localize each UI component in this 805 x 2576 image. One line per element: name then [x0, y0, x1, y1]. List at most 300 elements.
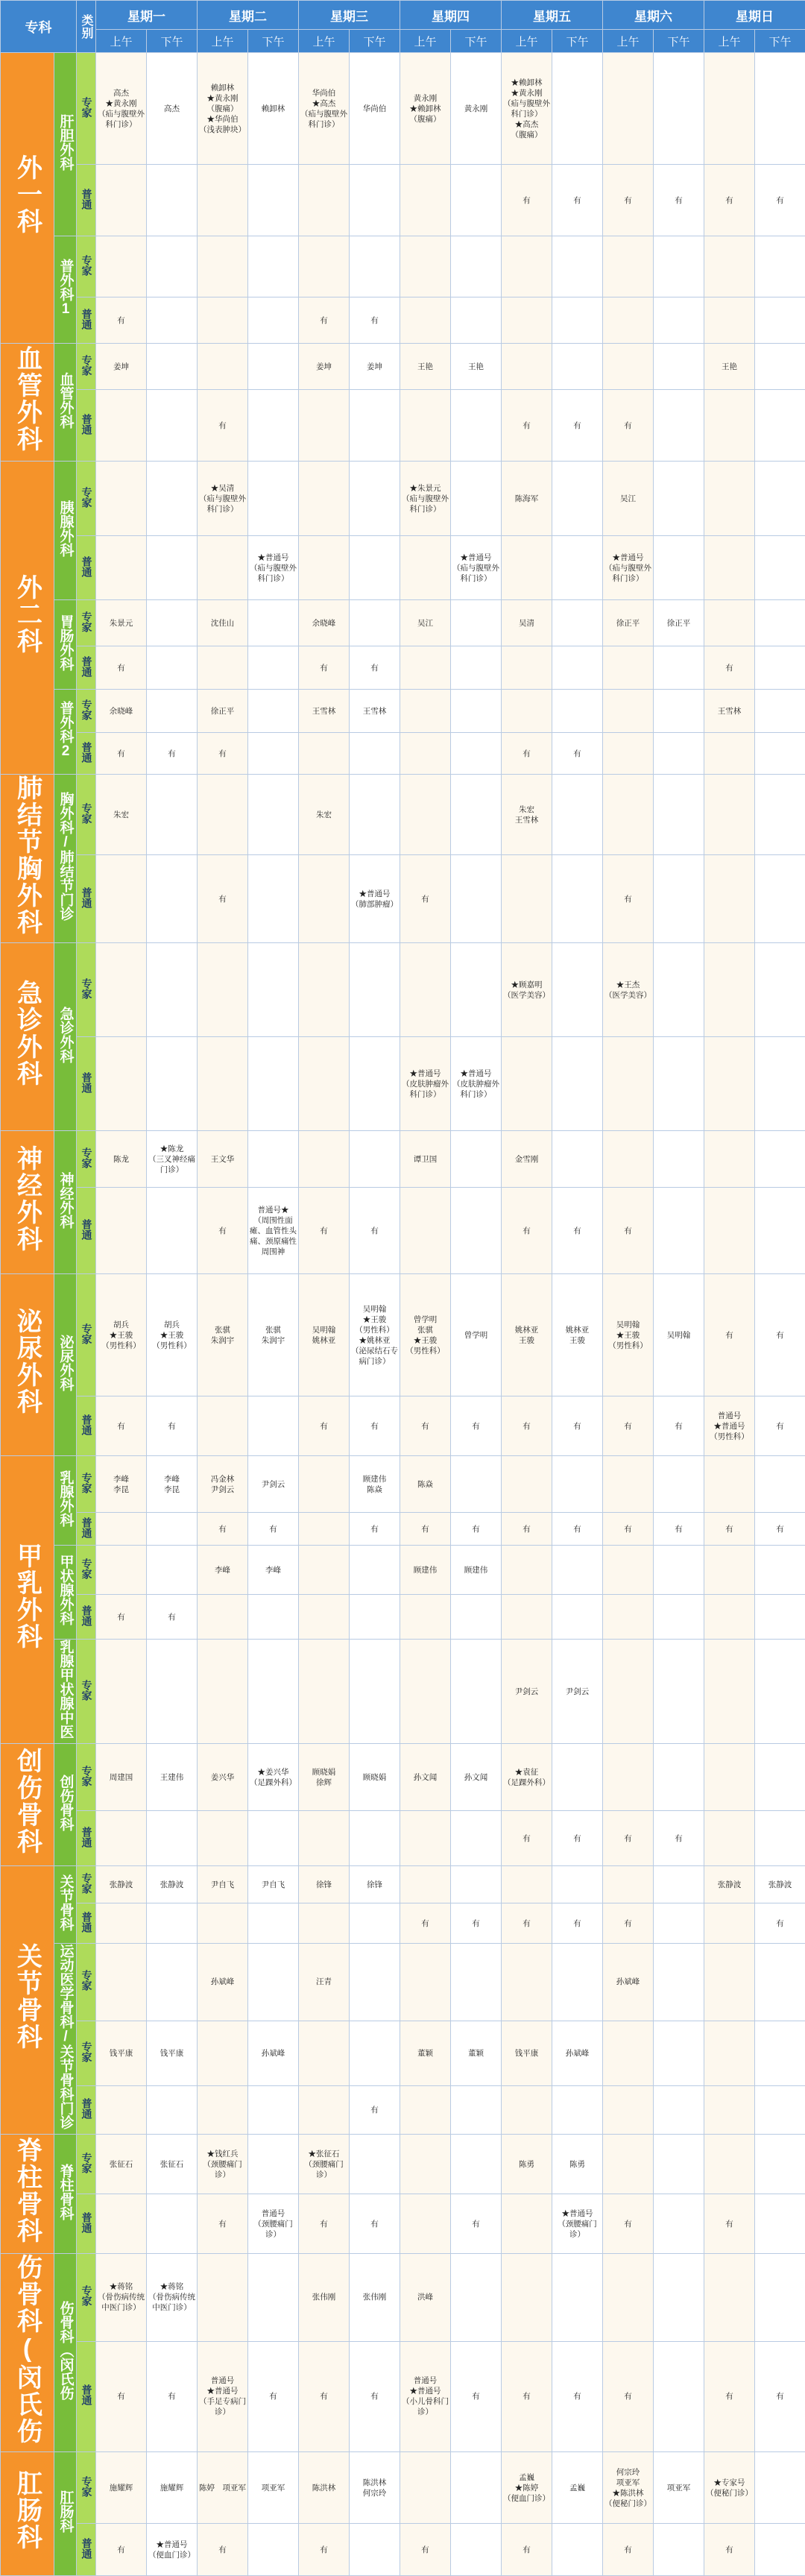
schedule-slot: 王文华: [198, 1131, 248, 1188]
schedule-slot: [451, 775, 502, 855]
subdepartment-name: 肛肠科: [57, 2490, 74, 2533]
schedule-slot: 有: [400, 855, 451, 943]
clinic-type-label: 普通: [80, 414, 92, 435]
schedule-slot: [451, 1595, 502, 1640]
schedule-slot: [704, 2085, 755, 2134]
schedule-slot: [654, 2135, 704, 2194]
schedule-slot: [755, 536, 805, 600]
schedule-slot: [451, 165, 502, 236]
clinic-type-cell: [77, 297, 96, 344]
department-cell: [1, 1131, 54, 1274]
subdepartment-name: 胃肠外科: [57, 614, 74, 671]
schedule-slot: 吴江: [400, 600, 451, 646]
schedule-slot: 王雪林: [299, 690, 350, 733]
department-name: 泌尿外科: [11, 1308, 44, 1415]
schedule-slot: 有: [552, 1396, 603, 1456]
schedule-slot: 钱平康: [502, 2021, 552, 2085]
schedule-slot: [755, 943, 805, 1037]
department-cell: [1, 344, 54, 462]
schedule-slot: 有: [755, 1513, 805, 1546]
schedule-slot: [198, 344, 248, 390]
schedule-slot: 有: [299, 1396, 350, 1456]
department-cell: [1, 1456, 54, 1744]
clinic-type-label: 专家: [80, 1873, 92, 1894]
schedule-row: [1, 344, 805, 390]
subdepartment-name: 运动医学骨科/关节骨科门诊: [57, 1944, 74, 2129]
clinic-type-label: 专家: [80, 1558, 92, 1579]
clinic-type-cell: [77, 236, 96, 297]
schedule-slot: ★专家号 （便秘门诊）: [704, 2452, 755, 2524]
day-header-mon: 星期一: [96, 1, 198, 30]
schedule-slot: [451, 236, 502, 297]
day-header-row: [1, 1, 805, 30]
clinic-type-cell: [77, 733, 96, 775]
schedule-slot: 普通号 ★普通号 （手足专病门诊）: [198, 2341, 248, 2451]
schedule-slot: [755, 462, 805, 536]
schedule-slot: 徐锋: [350, 1866, 400, 1903]
schedule-slot: 有: [96, 2341, 147, 2451]
schedule-slot: 朱宏: [299, 775, 350, 855]
schedule-slot: [248, 943, 299, 1037]
schedule-slot: 有: [400, 1903, 451, 1944]
schedule-slot: [248, 1944, 299, 2021]
schedule-slot: [96, 1188, 147, 1274]
clinic-type-cell: [77, 1595, 96, 1640]
schedule-row: [1, 297, 805, 344]
schedule-slot: [704, 1640, 755, 1744]
schedule-slot: [96, 536, 147, 600]
schedule-slot: [502, 646, 552, 690]
schedule-slot: 姜兴华: [198, 1744, 248, 1811]
clinic-type-label: 普通: [80, 1827, 92, 1848]
schedule-slot: [350, 536, 400, 600]
schedule-slot: 陈勇: [502, 2135, 552, 2194]
schedule-slot: 张伟刚: [299, 2254, 350, 2342]
schedule-slot: [451, 600, 502, 646]
schedule-slot: 有: [96, 2524, 147, 2576]
schedule-slot: 王艳: [704, 344, 755, 390]
schedule-slot: [198, 2085, 248, 2134]
schedule-slot: 徐正平: [198, 690, 248, 733]
schedule-slot: 张静波: [96, 1866, 147, 1903]
specialty-header: 专科: [1, 1, 77, 53]
schedule-slot: [299, 1513, 350, 1546]
schedule-slot: [603, 53, 654, 165]
schedule-slot: [603, 344, 654, 390]
schedule-slot: 有: [603, 1188, 654, 1274]
schedule-slot: [350, 462, 400, 536]
schedule-slot: [603, 646, 654, 690]
schedule-slot: ★顾嘉明 （医学美容）: [502, 943, 552, 1037]
schedule-slot: [96, 1546, 147, 1595]
schedule-row: [1, 2085, 805, 2134]
schedule-slot: [755, 1640, 805, 1744]
schedule-slot: 有: [350, 1513, 400, 1546]
clinic-type-cell: [77, 165, 96, 236]
schedule-slot: 张骐 朱润宇: [248, 1274, 299, 1396]
schedule-slot: 姜坤: [350, 344, 400, 390]
schedule-slot: 有: [552, 733, 603, 775]
schedule-slot: [755, 53, 805, 165]
schedule-slot: [654, 2341, 704, 2451]
schedule-slot: [552, 1944, 603, 2021]
schedule-slot: [704, 2021, 755, 2085]
schedule-slot: [654, 53, 704, 165]
schedule-slot: [704, 1595, 755, 1640]
schedule-slot: [654, 2254, 704, 2342]
schedule-slot: 有: [299, 2524, 350, 2576]
schedule-slot: 张静波: [755, 1866, 805, 1903]
schedule-slot: 有: [147, 1396, 198, 1456]
schedule-slot: [147, 297, 198, 344]
schedule-slot: ★普通号 （便血门诊）: [147, 2524, 198, 2576]
schedule-slot: [704, 462, 755, 536]
subdepartment-name: 普外科1: [57, 259, 74, 317]
schedule-slot: [299, 733, 350, 775]
schedule-slot: 有: [603, 1513, 654, 1546]
schedule-slot: [248, 390, 299, 462]
schedule-slot: 有: [451, 2341, 502, 2451]
schedule-slot: 吴清: [502, 600, 552, 646]
schedule-slot: 有: [502, 1396, 552, 1456]
schedule-slot: 顾晓娟: [350, 1744, 400, 1811]
schedule-slot: [299, 1903, 350, 1944]
clinic-type-cell: [77, 53, 96, 165]
clinic-type-cell: [77, 2524, 96, 2576]
am-header: 上午: [400, 30, 451, 53]
schedule-slot: 有: [603, 855, 654, 943]
schedule-slot: [147, 2085, 198, 2134]
clinic-type-label: 专家: [80, 1147, 92, 1168]
schedule-slot: [552, 646, 603, 690]
schedule-row: [1, 2452, 805, 2524]
schedule-slot: [96, 1640, 147, 1744]
schedule-slot: [755, 1131, 805, 1188]
clinic-type-cell: [77, 1546, 96, 1595]
schedule-slot: 有: [654, 1811, 704, 1866]
schedule-slot: [603, 1037, 654, 1131]
schedule-slot: [400, 390, 451, 462]
schedule-slot: 陈焱: [400, 1456, 451, 1513]
schedule-slot: 赖卸林: [248, 53, 299, 165]
clinic-type-label: 专家: [80, 1473, 92, 1493]
schedule-slot: [552, 1131, 603, 1188]
schedule-slot: 孙文闻: [400, 1744, 451, 1811]
schedule-row: [1, 2341, 805, 2451]
schedule-slot: 有: [400, 1513, 451, 1546]
schedule-slot: [755, 855, 805, 943]
schedule-slot: 项亚军: [248, 2452, 299, 2524]
clinic-type-cell: [77, 1744, 96, 1811]
clinic-type-label: 专家: [80, 255, 92, 276]
clinic-type-cell: [77, 2452, 96, 2524]
schedule-slot: 有: [198, 2524, 248, 2576]
schedule-slot: 有: [552, 1811, 603, 1866]
schedule-slot: [400, 775, 451, 855]
schedule-slot: [350, 1037, 400, 1131]
day-header-sat: 星期六: [603, 1, 704, 30]
schedule-slot: [451, 943, 502, 1037]
schedule-slot: [654, 1037, 704, 1131]
clinic-type-cell: [77, 855, 96, 943]
schedule-slot: [502, 1944, 552, 2021]
schedule-slot: [198, 165, 248, 236]
schedule-slot: [248, 600, 299, 646]
schedule-slot: [198, 1037, 248, 1131]
schedule-row: [1, 1037, 805, 1131]
schedule-slot: [248, 236, 299, 297]
schedule-slot: [248, 1811, 299, 1866]
schedule-slot: [654, 536, 704, 600]
schedule-row: [1, 1513, 805, 1546]
subdepartment-cell: [54, 462, 77, 600]
schedule-slot: 有: [400, 1396, 451, 1456]
schedule-slot: [400, 2452, 451, 2524]
schedule-slot: 有: [704, 2524, 755, 2576]
schedule-slot: [654, 733, 704, 775]
schedule-slot: [654, 390, 704, 462]
schedule-slot: [147, 646, 198, 690]
schedule-slot: [350, 1903, 400, 1944]
schedule-slot: 有: [96, 1396, 147, 1456]
schedule-slot: [350, 236, 400, 297]
schedule-slot: [147, 1640, 198, 1744]
schedule-slot: [654, 646, 704, 690]
schedule-slot: [654, 2021, 704, 2085]
subdepartment-cell: [54, 1640, 77, 1744]
schedule-slot: 有: [603, 2194, 654, 2254]
schedule-slot: [451, 1866, 502, 1903]
schedule-slot: 有: [198, 2194, 248, 2254]
schedule-row: [1, 462, 805, 536]
schedule-slot: [502, 2085, 552, 2134]
schedule-slot: [704, 390, 755, 462]
schedule-slot: [654, 1595, 704, 1640]
schedule-row: [1, 1188, 805, 1274]
schedule-slot: 黄永刚: [451, 53, 502, 165]
subdepartment-name: 肝胆外科: [57, 114, 74, 171]
schedule-slot: 王雪林: [350, 690, 400, 733]
schedule-slot: [755, 1456, 805, 1513]
schedule-slot: [248, 855, 299, 943]
schedule-slot: 有: [502, 2524, 552, 2576]
schedule-slot: 陈海军: [502, 462, 552, 536]
schedule-row: [1, 1131, 805, 1188]
schedule-slot: [654, 1131, 704, 1188]
schedule-slot: 陈洪林 何宗玲: [350, 2452, 400, 2524]
schedule-slot: [552, 53, 603, 165]
schedule-slot: [400, 2085, 451, 2134]
schedule-slot: 有: [704, 165, 755, 236]
schedule-slot: 赖卸林 ★黄永刚 （腹痛） ★华尚伯 （浅表肿块）: [198, 53, 248, 165]
schedule-slot: [299, 855, 350, 943]
schedule-slot: 有: [552, 165, 603, 236]
day-header-sun: 星期日: [704, 1, 805, 30]
schedule-slot: [654, 2524, 704, 2576]
schedule-slot: [147, 536, 198, 600]
subdepartment-cell: [54, 1456, 77, 1546]
schedule-slot: ★钱红兵 （颈腰痛门诊）: [198, 2135, 248, 2194]
schedule-slot: [451, 733, 502, 775]
schedule-slot: [755, 2254, 805, 2342]
schedule-slot: [248, 646, 299, 690]
schedule-slot: [96, 165, 147, 236]
am-header: 上午: [299, 30, 350, 53]
schedule-slot: 普通号 ★普通号 （小儿骨科门诊）: [400, 2341, 451, 2451]
clinic-type-cell: [77, 1640, 96, 1744]
schedule-slot: [552, 1744, 603, 1811]
schedule-slot: [552, 536, 603, 600]
subdepartment-name: 泌尿外科: [57, 1335, 74, 1391]
schedule-row: [1, 1903, 805, 1944]
schedule-slot: [198, 236, 248, 297]
schedule-slot: 曾学明: [451, 1274, 502, 1396]
schedule-slot: [552, 2524, 603, 2576]
am-header: 上午: [704, 30, 755, 53]
schedule-slot: 吴明翰 ★王骏 （男性科） ★姚林亚 （泌尿结石专病门诊）: [350, 1274, 400, 1396]
schedule-slot: [755, 2021, 805, 2085]
schedule-slot: 钱平康: [147, 2021, 198, 2085]
schedule-slot: [400, 2135, 451, 2194]
schedule-slot: 有: [552, 1513, 603, 1546]
clinic-type-label: 普通: [80, 2384, 92, 2405]
schedule-slot: [147, 1037, 198, 1131]
department-name: 外一科: [11, 154, 44, 235]
schedule-slot: [350, 1944, 400, 2021]
schedule-slot: [654, 1640, 704, 1744]
clinic-type-label: 普通: [80, 1414, 92, 1435]
schedule-slot: [502, 236, 552, 297]
schedule-slot: [248, 2524, 299, 2576]
schedule-slot: 尹剑云: [502, 1640, 552, 1744]
department-name: 外二科: [11, 574, 44, 655]
subdepartment-name: 脊柱骨科: [57, 2164, 74, 2220]
schedule-row: [1, 943, 805, 1037]
schedule-slot: 张征石: [96, 2135, 147, 2194]
clinic-type-label: 普通: [80, 742, 92, 763]
schedule-slot: 张静波: [704, 1866, 755, 1903]
schedule-slot: [704, 536, 755, 600]
schedule-slot: [299, 165, 350, 236]
clinic-type-cell: [77, 1396, 96, 1456]
department-name: 神经外科: [11, 1145, 44, 1253]
subdepartment-cell: [54, 1866, 77, 1944]
schedule-slot: [654, 1944, 704, 2021]
schedule-slot: [299, 1640, 350, 1744]
schedule-slot: [248, 2085, 299, 2134]
schedule-slot: 高杰 ★黄永刚 （疝与腹壁外科门诊）: [96, 53, 147, 165]
schedule-slot: 张骐 朱润宇: [198, 1274, 248, 1396]
schedule-slot: 有: [552, 2341, 603, 2451]
category-header: 类别: [77, 1, 96, 53]
clinic-type-cell: [77, 1037, 96, 1131]
clinic-type-cell: [77, 1811, 96, 1866]
schedule-row: [1, 1595, 805, 1640]
schedule-slot: [603, 2085, 654, 2134]
schedule-slot: [755, 1595, 805, 1640]
schedule-slot: [198, 2254, 248, 2342]
schedule-slot: 有: [502, 1513, 552, 1546]
schedule-slot: [248, 462, 299, 536]
subdepartment-cell: [54, 2135, 77, 2254]
clinic-type-label: 专家: [80, 1970, 92, 1991]
schedule-slot: [552, 2254, 603, 2342]
schedule-slot: 冯金林 尹剑云: [198, 1456, 248, 1513]
schedule-slot: [350, 775, 400, 855]
schedule-slot: [755, 600, 805, 646]
schedule-slot: [350, 1131, 400, 1188]
schedule-slot: [400, 2194, 451, 2254]
schedule-slot: [552, 297, 603, 344]
schedule-slot: [147, 462, 198, 536]
subdepartment-cell: [54, 690, 77, 775]
clinic-type-label: 专家: [80, 2153, 92, 2173]
schedule-slot: 朱景元: [96, 600, 147, 646]
schedule-slot: [248, 1640, 299, 1744]
schedule-slot: ★普通号 （疝与腹壁外科门诊）: [451, 536, 502, 600]
schedule-row: [1, 1744, 805, 1811]
schedule-slot: 有: [350, 297, 400, 344]
schedule-slot: [248, 2254, 299, 2342]
schedule-row: [1, 2021, 805, 2085]
subdepartment-cell: [54, 2254, 77, 2452]
schedule-slot: [248, 1903, 299, 1944]
schedule-slot: [451, 1640, 502, 1744]
schedule-slot: [96, 1513, 147, 1546]
schedule-slot: [400, 646, 451, 690]
schedule-slot: [96, 2085, 147, 2134]
schedule-slot: 有: [654, 1513, 704, 1546]
schedule-slot: [704, 1903, 755, 1944]
subdepartment-cell: [54, 1744, 77, 1866]
schedule-slot: [451, 1811, 502, 1866]
schedule-slot: [400, 297, 451, 344]
subdepartment-name: 神经外科: [57, 1172, 74, 1229]
schedule-slot: [552, 462, 603, 536]
day-header-fri: 星期五: [502, 1, 603, 30]
schedule-slot: [755, 1944, 805, 2021]
subdepartment-name: 乳腺甲状腺中医: [57, 1640, 74, 1739]
schedule-slot: [603, 1546, 654, 1595]
schedule-slot: 尹自飞: [198, 1866, 248, 1903]
schedule-slot: 何宗玲 项亚军 ★陈洪林 （便秘门诊）: [603, 2452, 654, 2524]
clinic-type-label: 专家: [80, 803, 92, 824]
schedule-slot: [198, 536, 248, 600]
department-cell: [1, 1866, 54, 2135]
schedule-slot: [400, 943, 451, 1037]
schedule-row: [1, 2135, 805, 2194]
schedule-slot: 尹剑云: [552, 1640, 603, 1744]
schedule-slot: [704, 297, 755, 344]
schedule-slot: 有: [603, 2524, 654, 2576]
schedule-slot: [603, 2254, 654, 2342]
schedule-slot: 徐正平: [603, 600, 654, 646]
subdepartment-cell: [54, 775, 77, 943]
schedule-slot: [502, 1866, 552, 1903]
schedule-slot: [654, 1903, 704, 1944]
schedule-slot: [704, 1131, 755, 1188]
schedule-slot: [704, 2254, 755, 2342]
clinic-type-label: 普通: [80, 1072, 92, 1093]
schedule-slot: 有: [654, 165, 704, 236]
pm-header: 下午: [147, 30, 198, 53]
department-name: 关节骨科: [11, 1943, 44, 2050]
schedule-slot: [96, 1811, 147, 1866]
schedule-slot: ★普通号 （肺部肿瘤）: [350, 855, 400, 943]
schedule-slot: 有: [755, 1274, 805, 1396]
schedule-slot: 有: [755, 2341, 805, 2451]
schedule-slot: [96, 1944, 147, 2021]
